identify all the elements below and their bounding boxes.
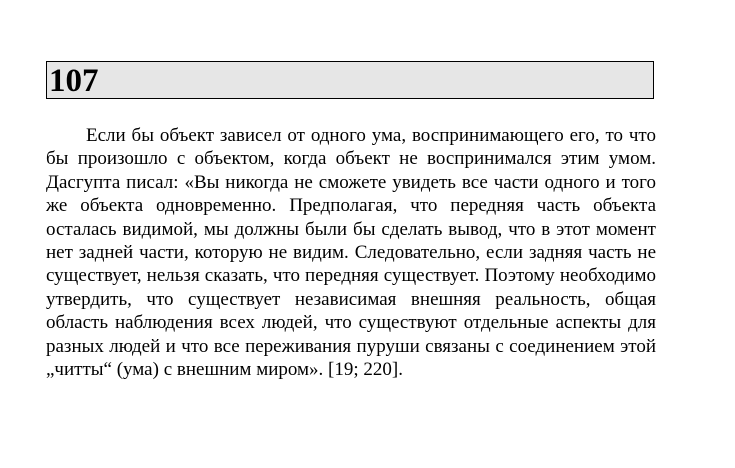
page-number-box [46, 61, 654, 99]
body-paragraph: Если бы объект зависел от одного ума, воспринимающего его, то что бы произошло с объектом, когда объект не воспринимался этим умом. Дасгупта писал: «Вы никогда не сможете увидеть все части одного и того же объекта одновременно. Предполагая, что передняя часть объекта осталась видимой, мы должны были бы сделать вывод, что в этот момент нет задней части, которую не видим. Следовательно, если задняя часть не существует, нельзя сказать, что передняя существует. Поэтому необходимо утвердить, что существует независимая внешняя реальность, общая область наблюдения всех людей, что существуют отдельные аспекты для разных людей и что все переживания пуруши связаны с соединением этой „читты“ (ума) с внешним миром». [19; 220]. [46, 125, 656, 381]
page-number: 107 [49, 63, 99, 99]
